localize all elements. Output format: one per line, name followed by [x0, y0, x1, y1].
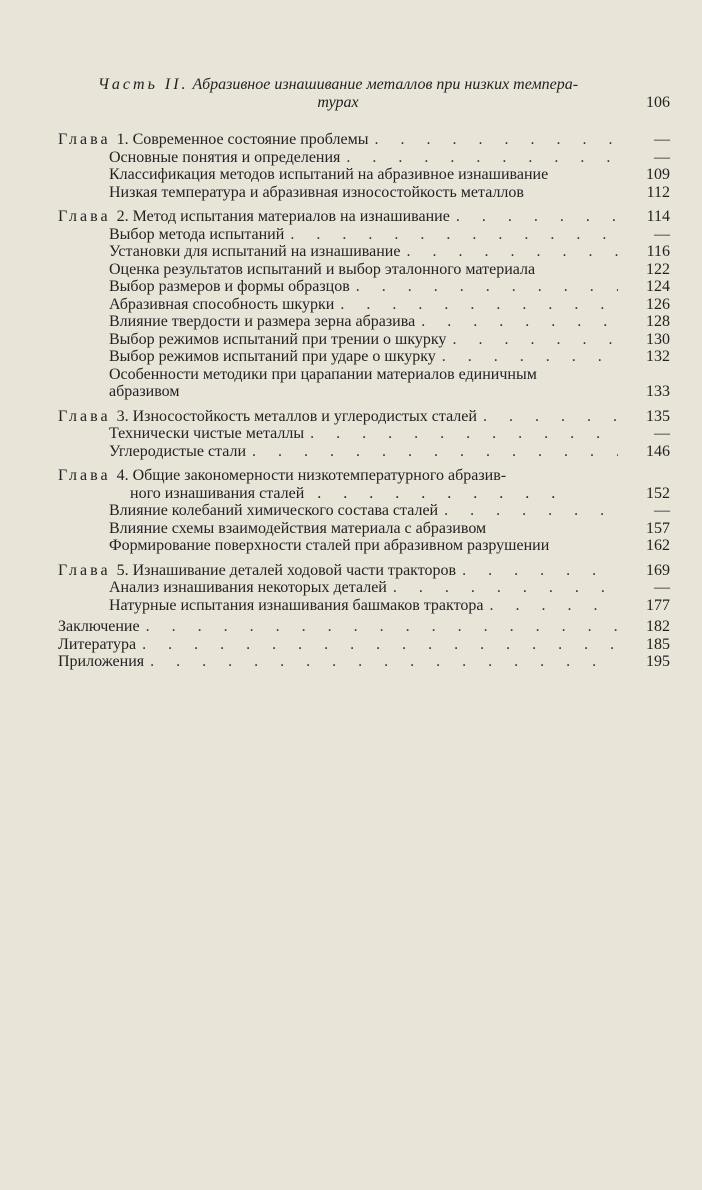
- part-heading: [58, 76, 670, 111]
- chapter-title: 3. Износостойкость металлов и углеродистых сталей: [116, 407, 477, 425]
- toc-item: [58, 636, 670, 654]
- chapter-4: [58, 467, 670, 555]
- toc-item-page: 112: [646, 183, 670, 201]
- toc-item-title: Приложения: [58, 653, 145, 670]
- toc-item-page: 126: [646, 295, 670, 313]
- leader-dots: [144, 653, 618, 671]
- chapter-2: [58, 208, 670, 401]
- toc-item-page: 157: [646, 519, 670, 537]
- toc-item: [58, 348, 670, 366]
- toc-item-title: Выбор метода испытаний: [109, 225, 285, 243]
- toc-item-page: 132: [646, 348, 670, 365]
- toc-item-title: Классификация методов испытаний на абразивное изнашивание: [109, 166, 549, 183]
- chapter-heading: [58, 208, 670, 226]
- toc-item-page: 195: [646, 653, 670, 670]
- toc-item: [58, 425, 670, 443]
- leader-dots: [477, 408, 618, 426]
- chapter-page: —: [654, 131, 670, 148]
- toc-item-multiline: [58, 366, 670, 401]
- part-title-line2: турах: [317, 93, 359, 111]
- toc-item: [58, 520, 670, 538]
- part-title: [58, 76, 618, 111]
- chapter-title: 2. Метод испытания материалов на изнашивание: [116, 208, 450, 225]
- toc-item-title: Анализ изнашивания некоторых деталей: [109, 579, 387, 596]
- end-matter: [58, 618, 670, 671]
- toc-item-page: 146: [646, 442, 670, 460]
- chapter-page: 152: [646, 484, 670, 502]
- leader-dots: [136, 636, 618, 654]
- leader-dots: [446, 331, 618, 349]
- toc-item-title-line1: Особенности методики при царапании материалов единичным: [109, 365, 537, 383]
- chapter-heading: [58, 467, 670, 502]
- leader-dots: [350, 278, 618, 296]
- leader-dots: [368, 131, 618, 149]
- toc-item: [58, 537, 670, 555]
- toc-item-page: 116: [646, 243, 670, 260]
- leader-dots: [246, 443, 618, 461]
- toc-item-title: Формирование поверхности сталей при абразивном разрушении: [109, 537, 550, 554]
- toc-item-title: Влияние твердости и размера зерна абразива: [109, 313, 416, 330]
- toc-item-page: 122: [646, 260, 670, 278]
- toc-item-title: Основные понятия и определения: [109, 148, 341, 166]
- leader-dots: [304, 425, 618, 443]
- toc-item-page: —: [654, 225, 670, 243]
- leader-dots: [387, 579, 618, 597]
- toc-item: [58, 597, 670, 615]
- leader-dots: [284, 226, 618, 244]
- toc-item-title: Натурные испытания изнашивания башмаков трактора: [109, 596, 484, 614]
- toc-item-page: 109: [646, 166, 670, 183]
- leader-dots: [438, 502, 618, 520]
- toc-item: [58, 149, 670, 167]
- part-page: 106: [646, 93, 670, 111]
- chapter-prefix: Глава: [58, 131, 111, 148]
- chapter-page: 135: [646, 407, 670, 425]
- chapter-prefix: Глава: [58, 561, 111, 579]
- toc-item-title: Литература: [58, 635, 137, 653]
- chapter-5: [58, 562, 670, 615]
- chapter-title: 5. Изнашивание деталей ходовой части тракторов: [116, 561, 457, 579]
- toc-item: [58, 243, 670, 261]
- toc-item: [58, 226, 670, 244]
- toc-item-page: 185: [646, 635, 670, 653]
- chapter-1: [58, 131, 670, 201]
- toc-item: [58, 313, 670, 331]
- chapter-page: 169: [646, 561, 670, 579]
- leader-dots: [450, 208, 618, 226]
- toc-item-title: Углеродистые стали: [109, 442, 247, 460]
- chapter-heading: [58, 131, 670, 149]
- toc-item: [58, 278, 670, 296]
- chapter-prefix: Глава: [58, 467, 111, 484]
- toc-item-title: Выбор режимов испытаний при трении о шкурку: [109, 330, 447, 348]
- toc-item: [58, 618, 670, 636]
- toc-item: [58, 296, 670, 314]
- part-label: Часть II.: [97, 76, 189, 93]
- chapter-3: [58, 408, 670, 461]
- part-title-line1: Абразивное изнашивание металлов при низких темпера-: [192, 76, 579, 93]
- toc-item-title-line2: абразивом: [109, 383, 180, 400]
- toc-item: [58, 653, 670, 671]
- leader-dots: [415, 313, 618, 331]
- chapter-heading: [58, 562, 670, 580]
- chapter-title-line2: ного изнашивания сталей: [130, 484, 305, 502]
- toc-item: [58, 579, 670, 597]
- toc-item-page: 124: [646, 278, 670, 295]
- toc-item-title: Установки для испытаний на изнашивание: [109, 243, 401, 260]
- leader-dots: [334, 296, 618, 314]
- chapter-page: 114: [646, 208, 670, 225]
- chapter-prefix: Глава: [58, 208, 111, 225]
- leader-dots: [400, 243, 618, 261]
- table-of-contents: [58, 76, 670, 671]
- toc-item-page: —: [654, 502, 670, 519]
- toc-item-page: —: [654, 579, 670, 596]
- toc-item: [58, 184, 670, 202]
- toc-item-page: 133: [646, 383, 670, 400]
- toc-item-page: —: [654, 148, 670, 166]
- toc-item-page: 162: [646, 537, 670, 554]
- toc-item-title: Выбор режимов испытаний при ударе о шкурку: [109, 348, 436, 365]
- leader-dots: [340, 149, 618, 167]
- toc-item-page: —: [654, 425, 670, 442]
- chapter-heading: [58, 408, 670, 426]
- toc-item: [58, 331, 670, 349]
- toc-item-page: 128: [646, 313, 670, 330]
- toc-item-page: 177: [646, 596, 670, 614]
- toc-item: [58, 443, 670, 461]
- toc-item: [58, 502, 670, 520]
- toc-item-title: Влияние колебаний химического состава сталей: [109, 502, 439, 519]
- leader-dots: . . . . . . . . . .: [304, 484, 565, 502]
- chapter-prefix: Глава: [58, 407, 111, 425]
- toc-item-title: Влияние схемы взаимодействия материала с абразивом: [109, 519, 487, 537]
- toc-item-title: Технически чистые металлы: [109, 425, 305, 442]
- toc-item: [58, 261, 670, 279]
- toc-item-title: Выбор размеров и формы образцов: [109, 278, 350, 295]
- leader-dots: [140, 618, 618, 636]
- chapter-title-line1: 4. Общие закономерности низкотемпературного абразив-: [116, 467, 507, 484]
- toc-item-title: Низкая температура и абразивная износостойкость металлов: [109, 183, 524, 201]
- toc-item-page: 182: [646, 618, 670, 635]
- leader-dots: [483, 597, 618, 615]
- toc-item-page: 130: [646, 330, 670, 348]
- chapter-title: 1. Современное состояние проблемы: [116, 131, 369, 148]
- leader-dots: [456, 562, 618, 580]
- leader-dots: [436, 348, 618, 366]
- toc-item-title: Заключение: [58, 618, 140, 635]
- toc-item: [58, 166, 670, 184]
- toc-item-title: Абразивная способность шкурки: [109, 295, 335, 313]
- toc-item-title: Оценка результатов испытаний и выбор эталонного материала: [109, 260, 536, 278]
